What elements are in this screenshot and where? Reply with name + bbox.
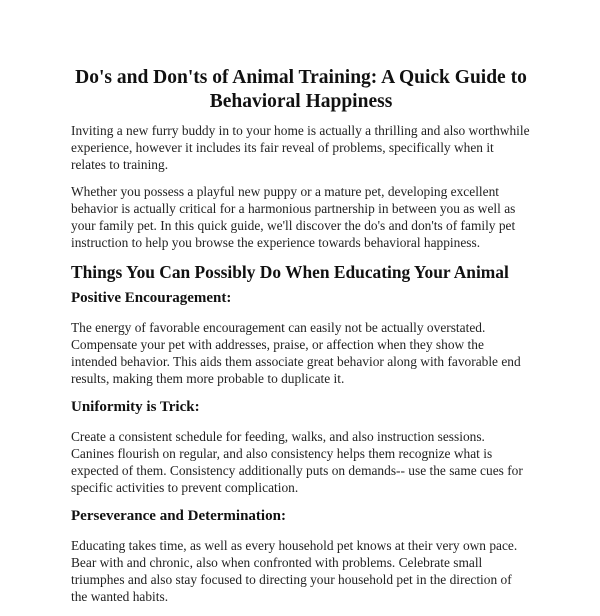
subsection-heading-positive-encouragement: Positive Encouragement:	[71, 290, 232, 306]
intro-paragraph-1: Inviting a new furry buddy in to your home is actually a thrilling and also worthwhile experience, however it includes its fair reveal of problems, specifically when it relates to training.	[71, 123, 530, 172]
subsection-body-perseverance: Educating takes time, as well as every household pet knows at their very own pace. Bear with and chronic, also when confronted with problems. Celebrate small triumphes and also stay focused to directing your household pet in the direction of the wanted habits.	[71, 538, 518, 604]
section-heading: Things You Can Possibly Do When Educating Your Animal	[71, 262, 509, 282]
subsection-body-uniformity: Create a consistent schedule for feeding, walks, and also instruction sessions. Canines flourish on regular, and also consistency helps them recognize what is expected of them. Consistency additionally puts on demands-- use the same cues for specific activities to prevent complication.	[71, 429, 523, 495]
intro-paragraph-2: Whether you possess a playful new puppy or a mature pet, developing excellent behavior is actually critical for a harmonious partnership in between you as well as your family pet. In this quick guide, we'll discover the do's and don'ts of family pet instruction to help you browse the experience towards behavioral happiness.	[71, 184, 516, 250]
subsection-body-positive-encouragement: The energy of favorable encouragement can easily not be actually overstated. Compensate your pet with addresses, praise, or affection when they show the intended behavior. This aids them associate great behavior along with favorable end results, making them more probable to duplicate it.	[71, 320, 521, 386]
document-page	[71, 66, 531, 616]
document-title: Do's and Don'ts of Animal Training: A Quick Guide to Behavioral Happiness	[75, 67, 527, 112]
subsection-heading-perseverance: Perseverance and Determination:	[71, 508, 286, 524]
subsection-heading-uniformity: Uniformity is Trick:	[71, 399, 200, 415]
